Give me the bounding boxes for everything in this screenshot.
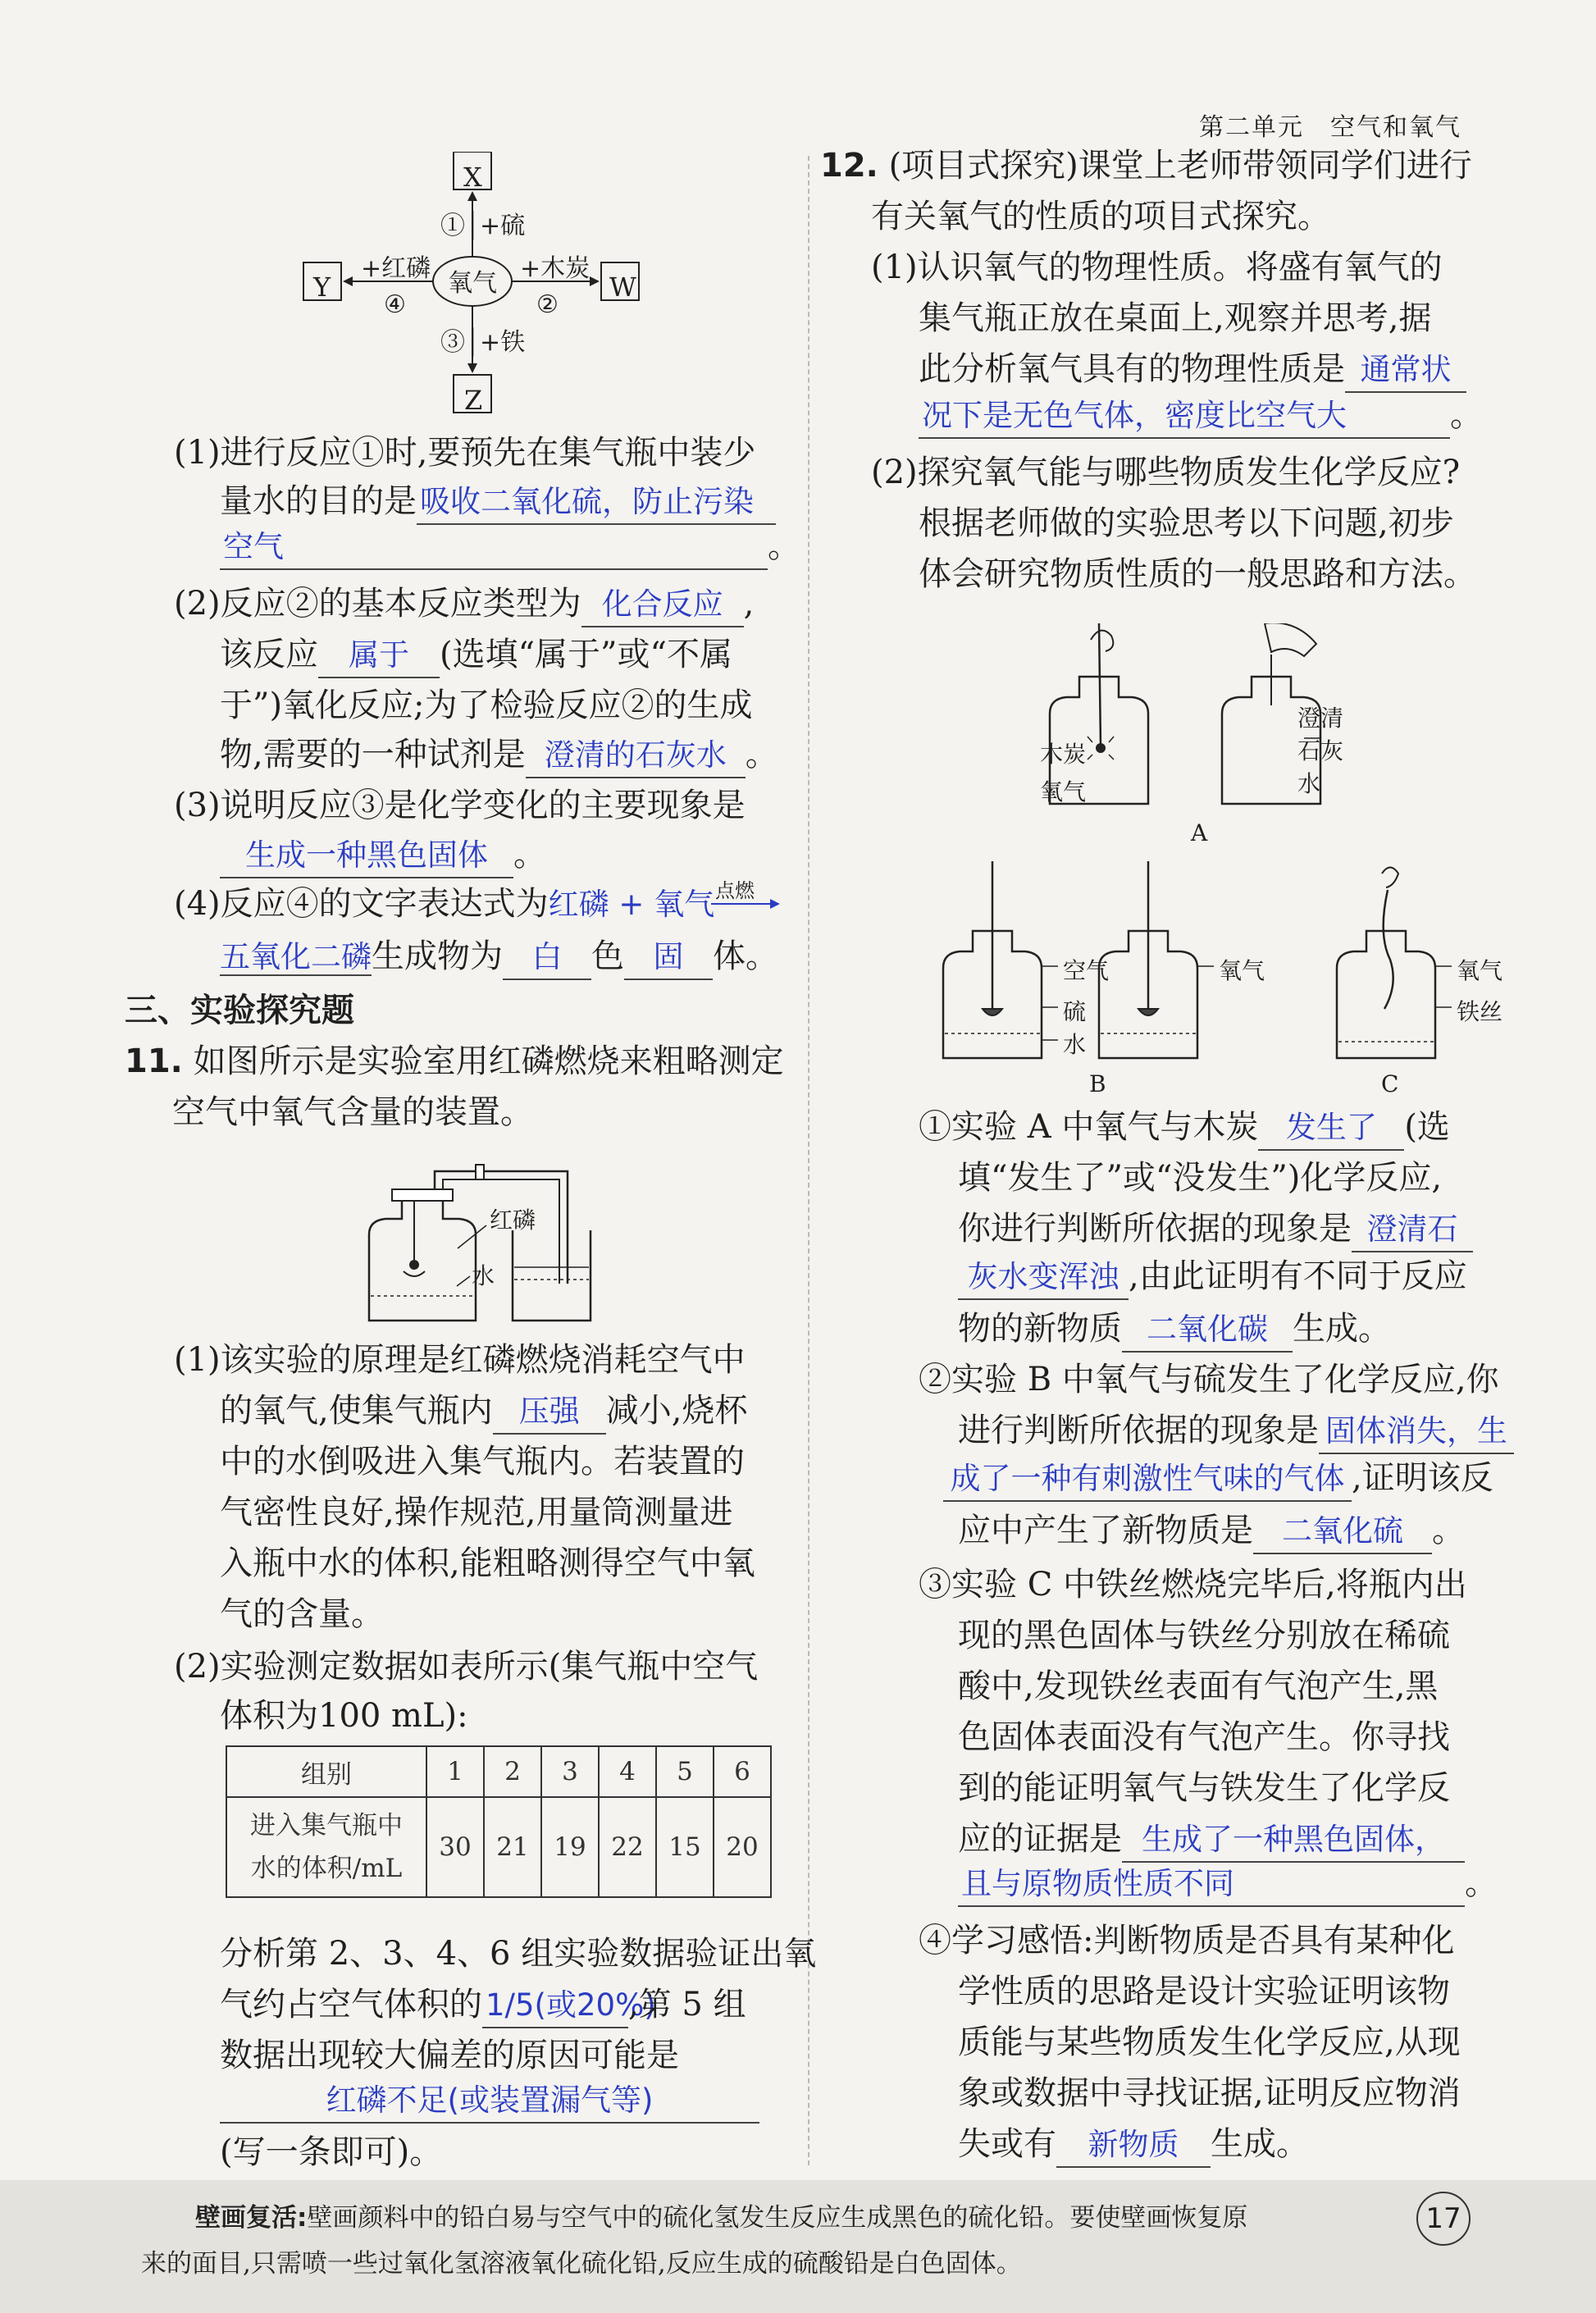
- q12-s3-line5: 到的能证明氧气与铁发生了化学反: [958, 1769, 1450, 1807]
- q11-p1-line4: 气密性良好,操作规范,用量筒测量进: [220, 1494, 733, 1531]
- label-air: 空气: [1063, 957, 1110, 984]
- answer-blank[interactable]: 新物质: [1056, 2124, 1211, 2168]
- q10-p1-line1: (1)进行反应①时,要预先在集气瓶中装少: [174, 434, 756, 472]
- label-limewater-2: 石灰: [1297, 737, 1344, 764]
- q12-s4-line2: 学性质的思路是设计实验证明该物: [958, 1973, 1450, 2010]
- table-header-cell: 2: [484, 1746, 541, 1797]
- label-limewater-3: 水: [1297, 770, 1321, 797]
- table-cell: 15: [656, 1797, 714, 1897]
- figure-b-label: B: [1089, 1070, 1106, 1097]
- q10-p1-line2: 量水的目的是 吸收二氧化硫，防止污染: [220, 480, 776, 525]
- q12-p1-line1: (1)认识氧气的物理性质。将盛有氧气的: [871, 249, 1443, 286]
- q10-p2-line1: (2)反应②的基本反应类型为 化合反应 ,: [174, 582, 754, 627]
- diagram-top-label: ①│+硫: [440, 212, 526, 240]
- figure-a-label: A: [1191, 819, 1208, 846]
- q12-s1-line4: 灰水变浑浊 ,由此证明有不同于反应: [958, 1255, 1467, 1300]
- table-header-cell: 1: [426, 1746, 484, 1797]
- answer-blank[interactable]: 况下是无色气体，密度比空气大: [919, 395, 1450, 439]
- answer-blank[interactable]: 属于: [318, 634, 440, 678]
- table-cell: 30: [426, 1797, 484, 1897]
- footer-note: [0, 2180, 1596, 2313]
- q12-s3-line3: 酸中,发现铁丝表面有气泡产生,黑: [958, 1667, 1439, 1705]
- q12-s3-line1: ③实验 C 中铁丝燃烧完毕后,将瓶内出: [919, 1566, 1467, 1604]
- diagram-bottom-label: ③│+铁: [440, 328, 526, 357]
- q10-p2-line2: 该反应 属于 (选填“属于”或“不属: [220, 633, 732, 678]
- diagram-center: 氧气: [448, 269, 497, 298]
- q11-analysis-line5: (写一条即可)。: [220, 2133, 443, 2171]
- q11-analysis-line3: 数据出现较大偏差的原因可能是: [220, 2037, 679, 2074]
- reaction-condition: 点燃: [715, 879, 755, 902]
- table-row-label: 进入集气瓶中 水的体积/mL: [226, 1797, 426, 1897]
- oxygen-reaction-diagram: [279, 152, 738, 422]
- q11-intro-line2: 空气中氧气含量的装置。: [172, 1093, 533, 1131]
- q10-p3-line1: (3)说明反应③是化学变化的主要现象是: [174, 787, 746, 824]
- q12-s3-line7: 且与原物质性质不同 。: [958, 1862, 1498, 1907]
- q12-s1-line5: 物的新物质 二氧化碳 生成。: [958, 1307, 1391, 1353]
- answer-blank[interactable]: 澄清石: [1352, 1208, 1473, 1252]
- q12-s1-line2: 填“发生了”或“没发生”)化学反应,: [958, 1159, 1443, 1197]
- q10-p1-line3: 空气 。: [220, 525, 800, 570]
- q11-p1-line1: (1)该实验的原理是红磷燃烧消耗空气中: [174, 1341, 746, 1379]
- q12-s2-line4: 应中产生了新物质是 二氧化硫 。: [958, 1509, 1465, 1554]
- q11-analysis-line4: [220, 2078, 759, 2124]
- table-cell: 19: [541, 1797, 599, 1897]
- diagram-right-num: ②: [536, 290, 559, 319]
- q12-p2-line2: 根据老师做的实验思考以下问题,初步: [919, 504, 1454, 542]
- q12-p2-line1: (2)探究氧气能与哪些物质发生化学反应?: [871, 454, 1461, 491]
- q10-p2-line3: 于”)氧化反应;为了检验反应②的生成: [220, 687, 753, 724]
- label-sulfur: 硫: [1063, 998, 1087, 1025]
- q11-p2-line1: (2)实验测定数据如表所示(集气瓶中空气: [174, 1648, 759, 1686]
- answer-blank[interactable]: 发生了: [1258, 1106, 1404, 1151]
- label-red-phosphorus: 红磷: [490, 1207, 536, 1234]
- q10-p4-line2: 五氧化二磷生成物为 白 色 固 体。: [220, 935, 778, 980]
- answer-blank[interactable]: 生成了一种黑色固体，: [1122, 1818, 1465, 1863]
- label-oxygen-b: 氧气: [1219, 957, 1265, 984]
- diagram-x: X: [463, 162, 482, 193]
- label-water: 水: [472, 1262, 495, 1289]
- q10-p4-line1: (4)反应④的文字表达式为红磷 + 氧气: [174, 885, 715, 923]
- q12-p1-line3: 此分析氧气具有的物理性质是 通常状: [919, 348, 1466, 393]
- diagram-z: Z: [464, 385, 483, 416]
- table-header-cell: 6: [714, 1746, 771, 1797]
- q11-analysis-line1: 分析第 2、3、4、6 组实验数据验证出氧: [220, 1935, 817, 1973]
- q12-s4-line4: 象或数据中寻找证据,证明反应物消: [958, 2074, 1461, 2112]
- q10-p2-line4: 物,需要的一种试剂是 澄清的石灰水 。: [220, 733, 778, 778]
- label-iron-wire: 铁丝: [1457, 998, 1503, 1025]
- answer-blank[interactable]: 灰水变浑浊: [958, 1256, 1129, 1300]
- table-cell: 22: [599, 1797, 656, 1897]
- answer-blank[interactable]: 二氧化硫: [1253, 1510, 1432, 1554]
- diagram-right-label: +木炭: [520, 254, 591, 283]
- reaction-arrow: [709, 896, 783, 912]
- q12-p2-line3: 体会研究物质性质的一般思路和方法。: [919, 555, 1476, 593]
- answer-blank[interactable]: 空气: [220, 526, 768, 570]
- table-header-cell: 3: [541, 1746, 599, 1797]
- table-header-cell: 组别: [226, 1746, 426, 1797]
- q12-s2-line1: ②实验 B 中氧气与硫发生了化学反应,你: [919, 1361, 1499, 1398]
- answer-blank[interactable]: 且与原物质性质不同: [958, 1863, 1465, 1907]
- q11-p2-line2: 体积为100 mL):: [220, 1697, 468, 1735]
- q11-intro-line1: 11. 如图所示是实验室用红磷燃烧来粗略测定: [125, 1042, 784, 1080]
- table-row: [226, 1797, 771, 1897]
- label-oxygen-c: 氧气: [1457, 957, 1503, 984]
- diagram-y: Y: [313, 271, 331, 303]
- answer-blank[interactable]: 澄清的石灰水: [526, 734, 746, 778]
- unit-header: 第二单元 空气和氧气: [1199, 113, 1461, 142]
- q12-p1-line2: 集气瓶正放在桌面上,观察并思考,据: [919, 299, 1432, 337]
- answer-blank[interactable]: 通常状: [1345, 349, 1466, 393]
- label-limewater-1: 澄清: [1297, 705, 1344, 732]
- q12-s3-line6: 应的证据是 生成了一种黑色固体，: [958, 1818, 1465, 1863]
- q12-p1-line4: 况下是无色气体，密度比空气大 。: [919, 394, 1483, 439]
- q11-analysis-line2: 气约占空气体积的 1/5(或20%),第 5 组: [220, 1983, 746, 2028]
- q12-line1: 12. (项目式探究)课堂上老师带领同学们进行: [820, 147, 1472, 185]
- answer-blank[interactable]: 生成一种黑色固体: [220, 834, 513, 878]
- q12-s1-line3: 你进行判断所依据的现象是 澄清石: [958, 1207, 1473, 1252]
- data-table: [226, 1745, 772, 1898]
- footer-line1: 壁画复活:壁画颜料中的铅白易与空气中的硫化氢发生反应生成黑色的硫化铅。要使壁画恢复原: [195, 2203, 1248, 2233]
- q11-p1-line3: 中的水倒吸进入集气瓶内。若装置的: [220, 1443, 745, 1480]
- answer-blank[interactable]: 成了一种有刺激性气味的气体: [943, 1458, 1352, 1502]
- q12-s3-line4: 色固体表面没有气泡产生。你寻找: [958, 1718, 1450, 1756]
- answer-blank[interactable]: 压强: [493, 1390, 606, 1435]
- figure-c-label: C: [1381, 1070, 1399, 1097]
- page-number: 17: [1416, 2192, 1471, 2246]
- footer-line2: 来的面目,只需喷一些过氧化氢溶液氧化硫化铅,反应生成的硫酸铅是白色固体。: [141, 2249, 1022, 2279]
- answer-blank[interactable]: 固: [624, 936, 713, 980]
- q11-p1-line6: 气的含量。: [220, 1595, 384, 1633]
- q12-s1-line1: ①实验 A 中氧气与木炭 发生了 (选: [919, 1106, 1450, 1151]
- q11-p1-line2: 的氧气,使集气瓶内 压强 减小,烧杯: [220, 1389, 747, 1435]
- answer-blank[interactable]: 固体消失，生: [1319, 1410, 1514, 1454]
- answer-blank[interactable]: 1/5(或20%): [482, 1984, 628, 2028]
- label-water-b: 水: [1063, 1031, 1087, 1058]
- q10-p3-line2: 生成一种黑色固体 。: [220, 833, 546, 878]
- section-title: 三、实验探究题: [125, 992, 354, 1029]
- answer-blank[interactable]: 白: [503, 936, 591, 980]
- diagram-left-num: ④: [384, 290, 406, 319]
- q12-s4-line1: ④学习感悟:判断物质是否具有某种化: [919, 1922, 1455, 1959]
- table-cell: 20: [714, 1797, 771, 1897]
- diagram-w: W: [609, 271, 636, 303]
- q12-s3-line2: 现的黑色固体与铁丝分别放在稀硫: [958, 1617, 1450, 1654]
- label-oxygen-a: 氧气: [1040, 778, 1087, 805]
- answer-blank[interactable]: 红磷不足(或装置漏气等): [220, 2079, 759, 2124]
- answer-blank[interactable]: 吸收二氧化硫，防止污染: [417, 481, 776, 525]
- answer-blank[interactable]: 二氧化碳: [1122, 1308, 1293, 1353]
- table-header-row: [226, 1746, 771, 1797]
- q12-line2: 有关氧气的性质的项目式探究。: [871, 198, 1330, 235]
- diagram-left-label: +红磷: [361, 254, 431, 283]
- q12-s2-line2: 进行判断所依据的现象是 固体消失，生: [958, 1409, 1514, 1454]
- q12-s4-line3: 质能与某些物质发生化学反应,从现: [958, 2023, 1461, 2061]
- q12-s2-line3: 成了一种有刺激性气味的气体 ,证明该反: [943, 1457, 1493, 1502]
- q12-s4-line5: 失或有 新物质 生成。: [958, 2123, 1309, 2168]
- answer-blank[interactable]: 化合反应: [581, 583, 744, 627]
- phosphorus-apparatus: [353, 1156, 812, 1337]
- table-header-cell: 4: [599, 1746, 656, 1797]
- table-header-cell: 5: [656, 1746, 714, 1797]
- q11-p1-line5: 入瓶中水的体积,能粗略测得空气中氧: [220, 1544, 755, 1582]
- table-cell: 21: [484, 1797, 541, 1897]
- label-charcoal: 木炭: [1040, 741, 1087, 768]
